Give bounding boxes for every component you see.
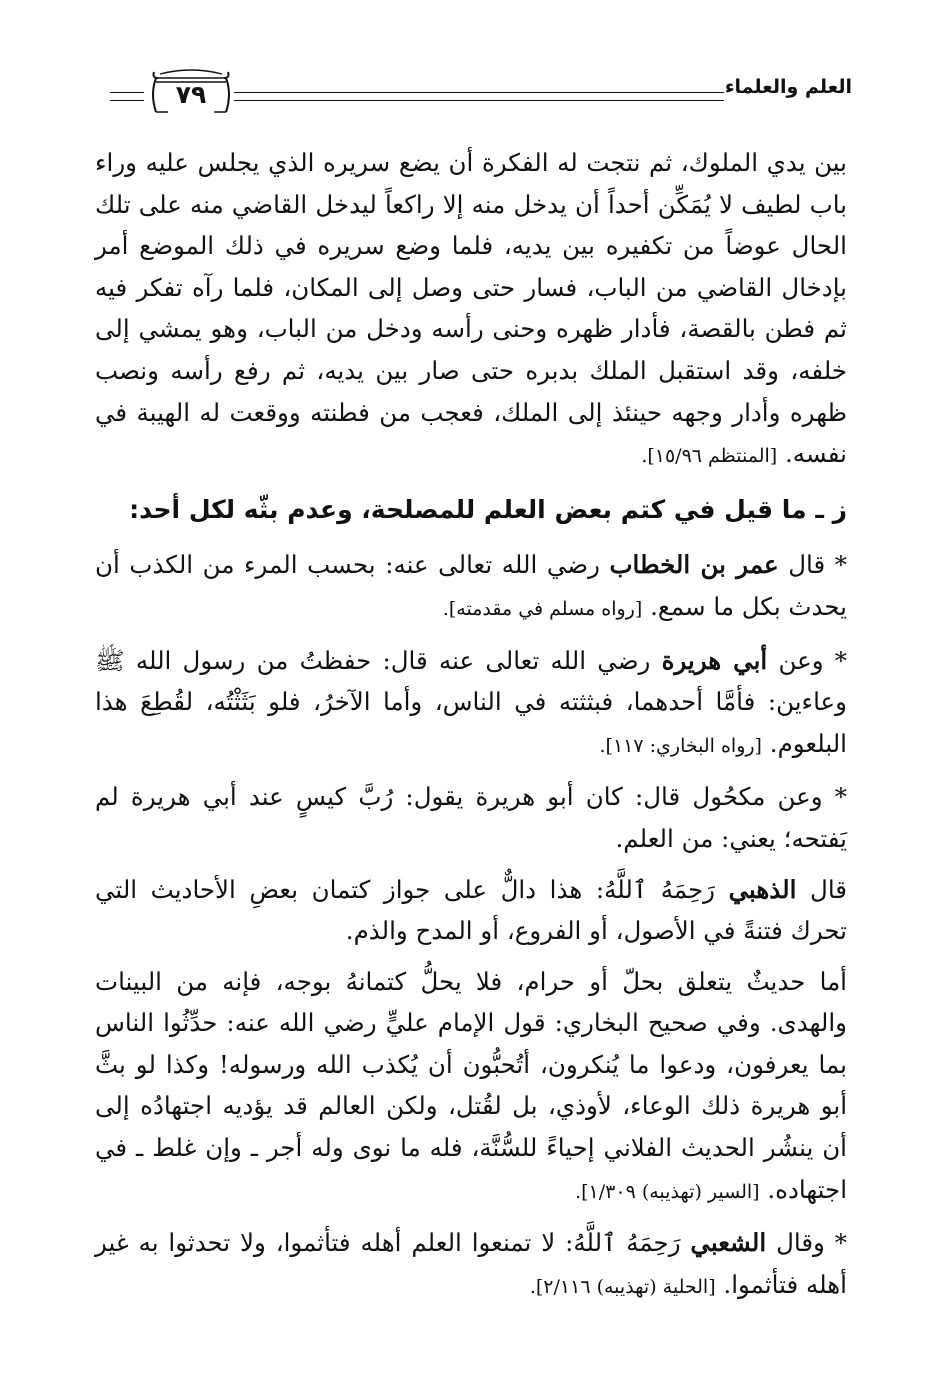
paragraph-lead: * وعن xyxy=(777,782,848,812)
paragraph-text: رَحِمَهُ ٱللَّهُ: هذا دالٌّ على جواز كتمان بعضِ الأحاديث التي تحرك فتنةً في الأصول، أو الفروع، أو المدح والذم. xyxy=(95,874,847,946)
narrator-name: عمر بن الخطاب xyxy=(609,550,779,580)
paragraph-shabi xyxy=(95,1222,847,1308)
paragraph-hadith-ruling xyxy=(95,961,847,1214)
page-number-frame xyxy=(150,68,232,120)
page-header xyxy=(110,62,852,122)
paragraph-text: رضي الله تعالى عنه: بحسب المرء من الكذب أن يحدث بكل ما سمع. xyxy=(95,550,847,621)
narrator-name: الشعبي xyxy=(690,1228,767,1258)
continuation-text: بين يدي الملوك، ثم نتجت له الفكرة أن يضع سريره الذي يجلس عليه وراء باب لطيف لا يُمَكِّن أحداً أن يدخل منه إلا راكعاً ليدخل القاضي منه على تلك الحال عوضاً من تكفيره بين يديه، فلما وضع سريره في ذلك الموضع أمر بإدخال القاضي من الباب، فسار حتى وصل إلى المكان، فلما رآه تفكر فيه ثم فطن بالقصة، فأدار ظهره وحنى رأسه ودخل من الباب، وهو يمشي إلى خلفه، وقد استقبل الملك بدبره حتى صار بين يديه، ثم رفع رأسه ونصب ظهره وأدار وجهه حينئذ إلى الملك، فعجب من فطنته ووقعت له الهيبة في نفسه. xyxy=(95,148,847,469)
paragraph-text: رَحِمَهُ ٱللَّهُ: لا تمنعوا العلم أهله فتأثموا، ولا تحدثوا به غير أهله فتأثموا. xyxy=(95,1228,847,1299)
main-text xyxy=(95,142,847,1317)
paragraph-lead: * وقال xyxy=(776,1228,847,1258)
paragraph-umar xyxy=(95,544,847,630)
citation: [رواه مسلم في مقدمته]. xyxy=(442,597,643,620)
citation: [الحلية (تهذيبه) ٢/١١٦]. xyxy=(529,1275,716,1298)
paragraph-text: رضي الله تعالى عنه قال: حفظتُ من رسول الله ﷺ وعاءين: فأمَّا أحدهما، فبثثته في الناس، وأما الآخرُ، فلو بَثَثْتُه، لقُطِعَ هذا البلعوم. xyxy=(95,645,847,758)
paragraph-text: مكحُول قال: كان أبو هريرة يقول: رُبَّ كيسٍ عند أبي هريرة لم يَفتحه؛ يعني: من العلم. xyxy=(95,782,847,853)
citation: [رواه البخاري: ١١٧]. xyxy=(599,734,762,757)
narrator-name: أبي هريرة xyxy=(661,645,768,675)
paragraph-lead: قال xyxy=(810,874,847,904)
paragraph-abu-hurayra xyxy=(95,640,847,768)
continuation-paragraph xyxy=(95,142,847,478)
narrator-name: الذهبي xyxy=(728,874,797,904)
running-title: العلم والعلماء xyxy=(724,76,852,98)
citation: [المنتظم ١٥/٩٦]. xyxy=(641,445,778,468)
header-rule-left xyxy=(110,92,144,101)
citation: [السير (تهذيبه) ١/٣٠٩]. xyxy=(575,1180,760,1203)
paragraph-text: أما حديثٌ يتعلق بحلّ أو حرام، فلا يحلُّ كتمانهُ بوجه، فإنه من البينات والهدى. وفي صحيح البخاري: قول الإمام عليٍّ رضي الله عنه: حدِّثُوا الناس بما يعرفون، ودعوا ما يُنكرون، أتُحبُّون أن يُكذب الله ورسوله! وكذا لو بثَّ أبو هريرة ذلك الوعاء، لأوذي، بل لقُتل، ولكن العالم قد يؤديه اجتهادُه إلى أن ينشُر الحديث الفلاني إحياءً للسُّنَّة، فله ما نوى وله أجر ـ وإن غلط ـ في اجتهاده. xyxy=(95,966,847,1204)
header-rule-right xyxy=(234,92,724,101)
paragraph-lead: * وعن xyxy=(778,645,848,675)
paragraph-lead: * قال xyxy=(788,550,847,580)
paragraph-dhahabi xyxy=(95,869,847,952)
page-number: ٧٩ xyxy=(175,80,207,109)
paragraph-makhul xyxy=(95,776,847,859)
section-heading: ز ـ ما قيل في كتم بعض العلم للمصلحة، وعدم بثّه لكل أحد: xyxy=(129,494,847,524)
